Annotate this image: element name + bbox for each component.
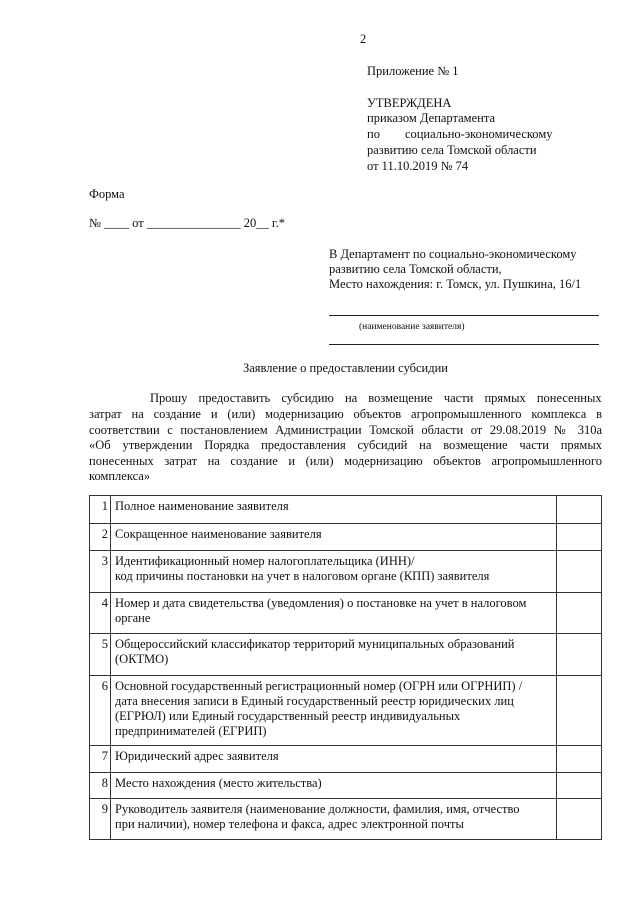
row-label-line: код причины постановки на учет в налоговом органе (КПП) заявителя	[115, 569, 490, 583]
applicant-caption: (наименование заявителя)	[359, 322, 465, 332]
row-number: 7	[90, 746, 111, 773]
row-number: 1	[90, 496, 111, 524]
row-label	[111, 746, 557, 773]
body-line-3: соответствии с постановлением Администрации Томской области от 29.08.2019 № 310а	[89, 423, 602, 437]
body-line-2: затрат на создание и (или) модернизацию объектов агропромышленного комплекса в	[89, 407, 602, 421]
table-row	[90, 593, 602, 634]
body-line-1	[150, 391, 602, 406]
body-line-4: «Об утверждении Порядка предоставления субсидий на возмещение части прямых	[89, 438, 602, 452]
row-value-cell[interactable]	[557, 799, 602, 840]
table-row	[90, 524, 602, 551]
row-value-cell[interactable]	[557, 551, 602, 593]
row-number: 3	[90, 551, 111, 593]
row-label-line: Юридический адрес заявителя	[115, 749, 279, 763]
addressee-line-3: Место нахождения: г. Томск, ул. Пушкина, 16/1	[329, 277, 582, 291]
body-line-6: комплекса»	[89, 469, 151, 483]
form-label: Форма	[89, 187, 125, 201]
body-line-1-text: Прошу предоставить субсидию на возмещение части прямых понесенных	[150, 391, 602, 405]
row-label-line: Полное наименование заявителя	[115, 499, 289, 513]
row-label-line: (ЕГРЮЛ) или Единый государственный реестр индивидуальных	[115, 709, 461, 723]
row-label-line: Основной государственный регистрационный номер (ОГРН или ОГРНИП) /	[115, 679, 523, 693]
row-value-cell[interactable]	[557, 773, 602, 799]
row-value-cell[interactable]	[557, 746, 602, 773]
row-label-line: Руководитель заявителя (наименование должности, фамилия, имя, отчество	[115, 802, 520, 816]
row-label-line: дата внесения записи в Единый государственный реестр юридических лиц	[115, 694, 514, 708]
row-label	[111, 593, 557, 634]
table-row	[90, 799, 602, 840]
row-number: 6	[90, 676, 111, 746]
table-row	[90, 496, 602, 524]
table-row	[90, 551, 602, 593]
row-number: 2	[90, 524, 111, 551]
row-label	[111, 634, 557, 676]
approval-line-2: по социально-экономическому	[367, 127, 553, 141]
table-row	[90, 746, 602, 773]
addressee-line-1: В Департамент по социально-экономическому	[329, 247, 577, 261]
row-label	[111, 773, 557, 799]
page-number: 2	[360, 32, 367, 46]
table-row	[90, 634, 602, 676]
applicant-second-underline	[329, 344, 599, 345]
row-number: 5	[90, 634, 111, 676]
application-table	[89, 495, 602, 840]
row-value-cell[interactable]	[557, 496, 602, 524]
approval-line-3: развитию села Томской области	[367, 143, 537, 157]
row-number: 8	[90, 773, 111, 799]
row-label	[111, 551, 557, 593]
applicant-name-underline	[329, 315, 599, 316]
table-row	[90, 773, 602, 799]
form-number-line: № ____ от _______________ 20__ г.*	[89, 216, 285, 230]
appendix-label: Приложение № 1	[367, 64, 459, 78]
row-label	[111, 524, 557, 551]
row-label-line: Общероссийский классификатор территорий муниципальных образований	[115, 637, 515, 651]
table-row	[90, 676, 602, 746]
row-label	[111, 676, 557, 746]
row-value-cell[interactable]	[557, 524, 602, 551]
row-value-cell[interactable]	[557, 676, 602, 746]
approval-title: УТВЕРЖДЕНА	[367, 96, 452, 110]
row-label-line: Сокращенное наименование заявителя	[115, 527, 322, 541]
approval-line-1: приказом Департамента	[367, 111, 495, 125]
row-value-cell[interactable]	[557, 634, 602, 676]
row-label	[111, 799, 557, 840]
row-label-line: органе	[115, 611, 151, 625]
row-label-line: (ОКТМО)	[115, 652, 169, 666]
row-label-line: предпринимателей (ЕГРИП)	[115, 724, 267, 738]
row-label-line: Идентификационный номер налогоплательщика (ИНН)/	[115, 554, 415, 568]
body-line-5: понесенных затрат на создание и (или) модернизацию объектов агропромышленного	[89, 454, 602, 468]
row-label-line: Место нахождения (место жительства)	[115, 776, 322, 790]
row-label	[111, 496, 557, 524]
row-label-line: при наличии), номер телефона и факса, адрес электронной почты	[115, 817, 464, 831]
statement-title: Заявление о предоставлении субсидии	[243, 361, 448, 375]
addressee-line-2: развитию села Томской области,	[329, 262, 502, 276]
approval-line-4: от 11.10.2019 № 74	[367, 159, 469, 173]
row-label-line: Номер и дата свидетельства (уведомления) о постановке на учет в налоговом	[115, 596, 527, 610]
row-number: 9	[90, 799, 111, 840]
row-value-cell[interactable]	[557, 593, 602, 634]
row-number: 4	[90, 593, 111, 634]
